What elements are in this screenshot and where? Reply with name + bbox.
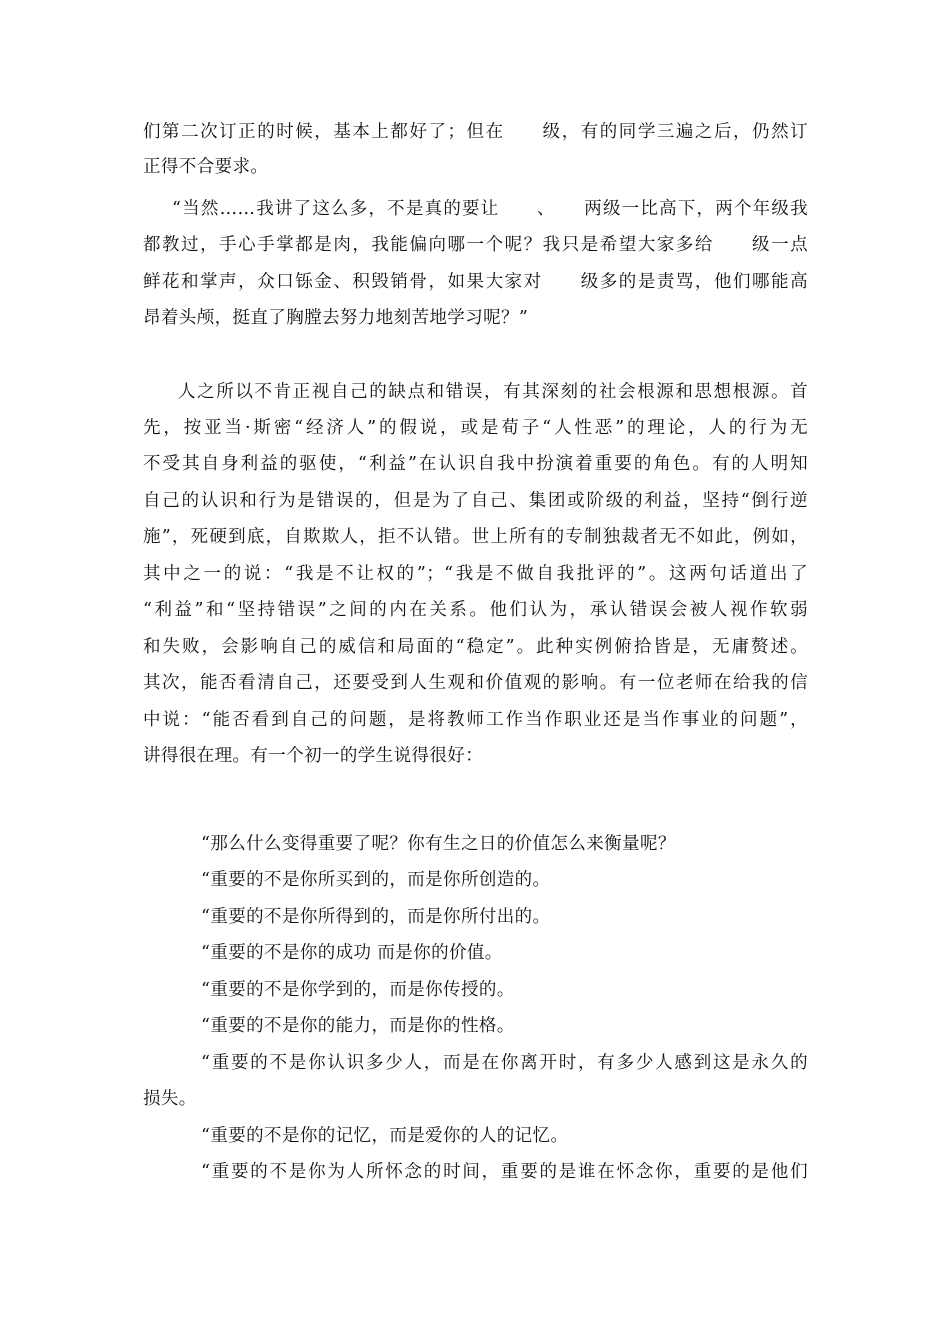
para3-line-10: 中说：“能否看到自己的问题，是将教师工作当作职业还是当作事业的问题”， — [143, 710, 808, 730]
quote-line-9: “重要的不是你为人所怀念的时间，重要的是谁在怀念你，重要的是他们 — [201, 1162, 808, 1182]
para1-line-1: 们第二次订正的时候，基本上都好了；但在 级，有的同学三遍之后，仍然订 — [143, 122, 808, 142]
quote-line-7-cont: 损失。 — [143, 1089, 197, 1109]
para2-line-1: “当然……我讲了这么多，不是真的要让 、 两级一比高下，两个年级我 — [172, 199, 808, 219]
para3-line-11: 讲得很在理。有一个初一的学生说得很好： — [143, 746, 484, 766]
quote-line-4: “重要的不是你的成功 而是你的价值。 — [201, 943, 503, 963]
quote-line-3: “重要的不是你所得到的，而是你所付出的。 — [201, 907, 551, 927]
para3-line-7: “利益”和“坚持错误”之间的内在关系。他们认为，承认错误会被人视作软弱 — [143, 600, 808, 620]
quote-line-7: “重要的不是你认识多少人，而是在你离开时，有多少人感到这是永久的 — [201, 1053, 808, 1073]
quote-line-8: “重要的不是你的记忆，而是爱你的人的记忆。 — [201, 1126, 569, 1146]
quote-line-5: “重要的不是你学到的，而是你传授的。 — [201, 980, 515, 1000]
para3-line-4: 自己的认识和行为是错误的，但是为了自己、集团或阶级的利益，坚持“倒行逆 — [143, 491, 808, 511]
para2-line-2: 都教过，手心手掌都是肉，我能偏向哪一个呢？我只是希望大家多给 级一点 — [143, 235, 808, 255]
para3-line-9: 其次，能否看清自己，还要受到人生观和价值观的影响。有一位老师在给我的信 — [143, 673, 808, 693]
quote-line-1: “那么什么变得重要了呢？你有生之日的价值怎么来衡量呢？ — [201, 834, 676, 854]
para3-line-1: 人之所以不肯正视自己的缺点和错误，有其深刻的社会根源和思想根源。首 — [178, 382, 808, 402]
para1-line-2: 正得不合要求。 — [143, 157, 269, 177]
para3-line-5: 施”，死硬到底，自欺欺人，拒不认错。世上所有的专制独裁者无不如此，例如， — [143, 527, 808, 547]
para3-line-6: 其中之一的说：“我是不让权的”；“我是不做自我批评的”。这两句话道出了 — [143, 564, 808, 584]
para2-line-4: 昂着头颅，挺直了胸膛去努力地刻苦地学习呢？” — [143, 308, 529, 328]
quote-line-2: “重要的不是你所买到的，而是你所创造的。 — [201, 870, 551, 890]
para3-line-8: 和失败，会影响自己的威信和局面的“稳定”。此种实例俯拾皆是，无庸赘述。 — [143, 637, 808, 657]
para3-line-2: 先，按亚当·斯密“经济人”的假说，或是荀子“人性恶”的理论，人的行为无 — [143, 418, 808, 438]
para2-line-3: 鲜花和掌声，众口铄金、积毁销骨，如果大家对 级多的是责骂，他们哪能高 — [143, 272, 808, 292]
para3-line-3: 不受其自身利益的驱使，“利益”在认识自我中扮演着重要的角色。有的人明知 — [143, 454, 808, 474]
quote-line-6: “重要的不是你的能力，而是你的性格。 — [201, 1016, 515, 1036]
